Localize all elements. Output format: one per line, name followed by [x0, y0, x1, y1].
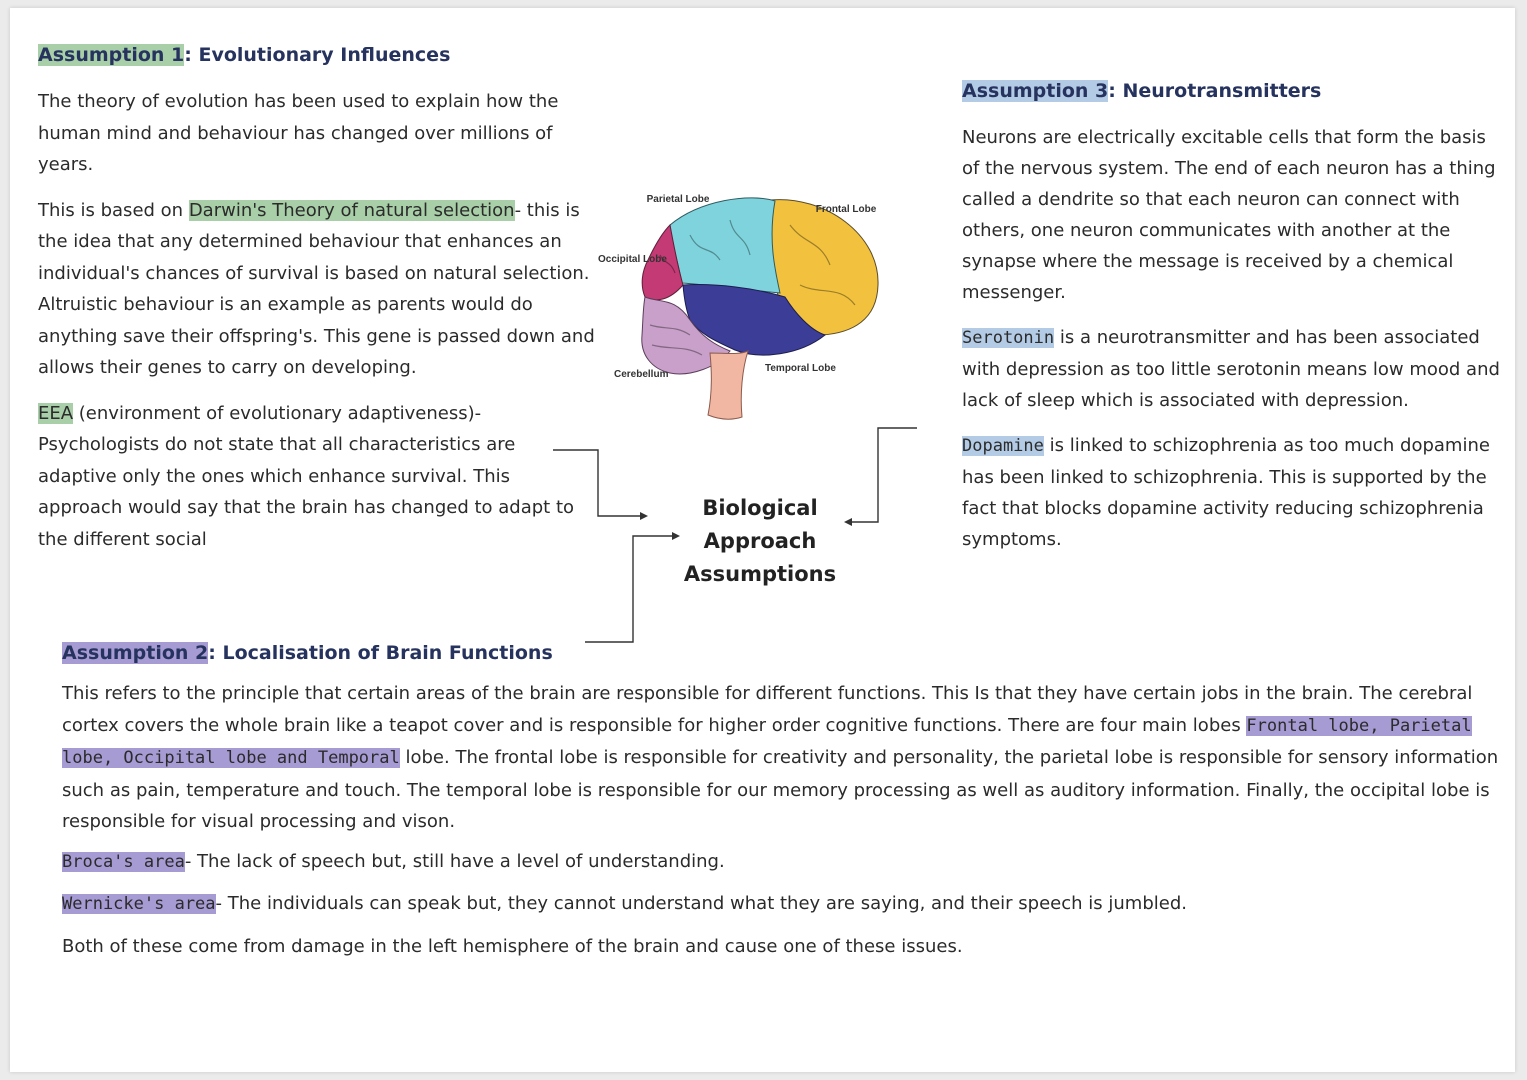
assumption-2-section	[62, 642, 1502, 976]
broca-line	[62, 846, 1502, 879]
wernicke-body: - The individuals can speak but, they cannot understand what they are saying, and their speech is jumbled.	[215, 893, 1187, 914]
natural-selection-highlight: Darwin's Theory of natural selection	[188, 199, 515, 221]
central-title	[645, 492, 875, 591]
assumption-2-heading	[62, 642, 1502, 664]
assumption-1-label: Assumption 1	[38, 44, 185, 66]
dopamine-body: is linked to schizophrenia as too much dopamine has been linked to schizophrenia. This is supported by the fact that blocks dopamine activity reducing schizophrenia symptoms.	[962, 435, 1490, 550]
assumption-3-label: Assumption 3	[962, 80, 1109, 102]
para-2-body: - this is the idea that any determined behaviour that enhances an individual's chances of survival is based on natural selection. Altruistic behaviour is an example as parents would do anything save their offspring's. This gene is passed down and allows their genes to carry on developing.	[38, 199, 595, 378]
central-title-line-2: Assumptions	[683, 562, 837, 586]
assumption-3-para-1: Neurons are electrically excitable cells that form the basis of the nervous system. The end of each neuron has a thing called a dendrite so that each neuron can connect with others, one neuron communicates with another at the synapse where the message is received by a chemical messenger.	[962, 127, 1496, 303]
wernicke-line	[62, 888, 1502, 921]
assumption-3-heading	[962, 80, 1507, 102]
serotonin-highlight: Serotonin	[962, 328, 1055, 348]
serotonin-body: is a neurotransmitter and has been associated with depression as too little serotonin means low mood and lack of sleep which is associated with depression.	[962, 327, 1500, 411]
label-temporal-text: Temporal Lobe	[765, 363, 836, 374]
para-body: lobe. The frontal lobe is responsible for creativity and personality, the parietal lobe is responsible for sensory information such as pain, temperature and touch. The temporal lobe is responsible for our memory processing as well as auditory information. Finally, the occipital lobe is responsible for visual processing and vison.	[62, 747, 1499, 832]
broca-highlight: Broca's area	[62, 851, 185, 872]
label-frontal-text: Frontal Lobe	[815, 204, 877, 215]
wernicke-highlight: Wernicke's area	[62, 894, 216, 914]
broca-body: - The lack of speech but, still have a level of understanding.	[184, 850, 725, 872]
label-parietal-text: Parietal Lobe	[646, 194, 710, 205]
assumption-3-para-2	[962, 322, 1507, 416]
label-occipital-text: Occipital Lobe	[598, 254, 667, 265]
assumption-3-section	[962, 80, 1507, 569]
para-2-lead: This is based on	[38, 199, 189, 221]
central-title-line-1: Biological Approach	[702, 496, 818, 553]
assumption-3-para-3	[962, 430, 1507, 555]
closing-line: Both of these come from damage in the left hemisphere of the brain and cause one of these issues.	[62, 935, 963, 957]
assumption-2-title: : Localisation of Brain Functions	[208, 642, 553, 664]
para-lead: This refers to the principle that certain areas of the brain are responsible for different functions. This Is that they have certain jobs in the brain. The cerebral cortex covers the whole brain like a teapot cover and is responsible for higher order cognitive functions. There are four main lobes	[62, 683, 1473, 736]
para-3-body: (environment of evolutionary adaptiveness)- Psychologists do not state that all characteristics are adaptive only the ones which enhance survival. This approach would say that the brain has changed to adapt to the different social	[38, 402, 575, 550]
eea-highlight: EEA	[38, 402, 74, 424]
dopamine-highlight: Dopamine	[962, 436, 1044, 456]
assumption-1-para-1: The theory of evolution has been used to explain how the human mind and behaviour has changed over millions of years.	[38, 91, 559, 175]
assumption-2-label: Assumption 2	[62, 642, 209, 664]
label-cerebellum-text: Cerebellum	[614, 369, 669, 380]
assumption-1-title: : Evolutionary Influences	[184, 44, 451, 66]
assumption-3-title: : Neurotransmitters	[1108, 80, 1322, 102]
assumption-2-para-1	[62, 678, 1502, 838]
lobes-highlight: Frontal lobe, Parietal lobe, Occipital lobe and Temporal	[62, 715, 1472, 768]
